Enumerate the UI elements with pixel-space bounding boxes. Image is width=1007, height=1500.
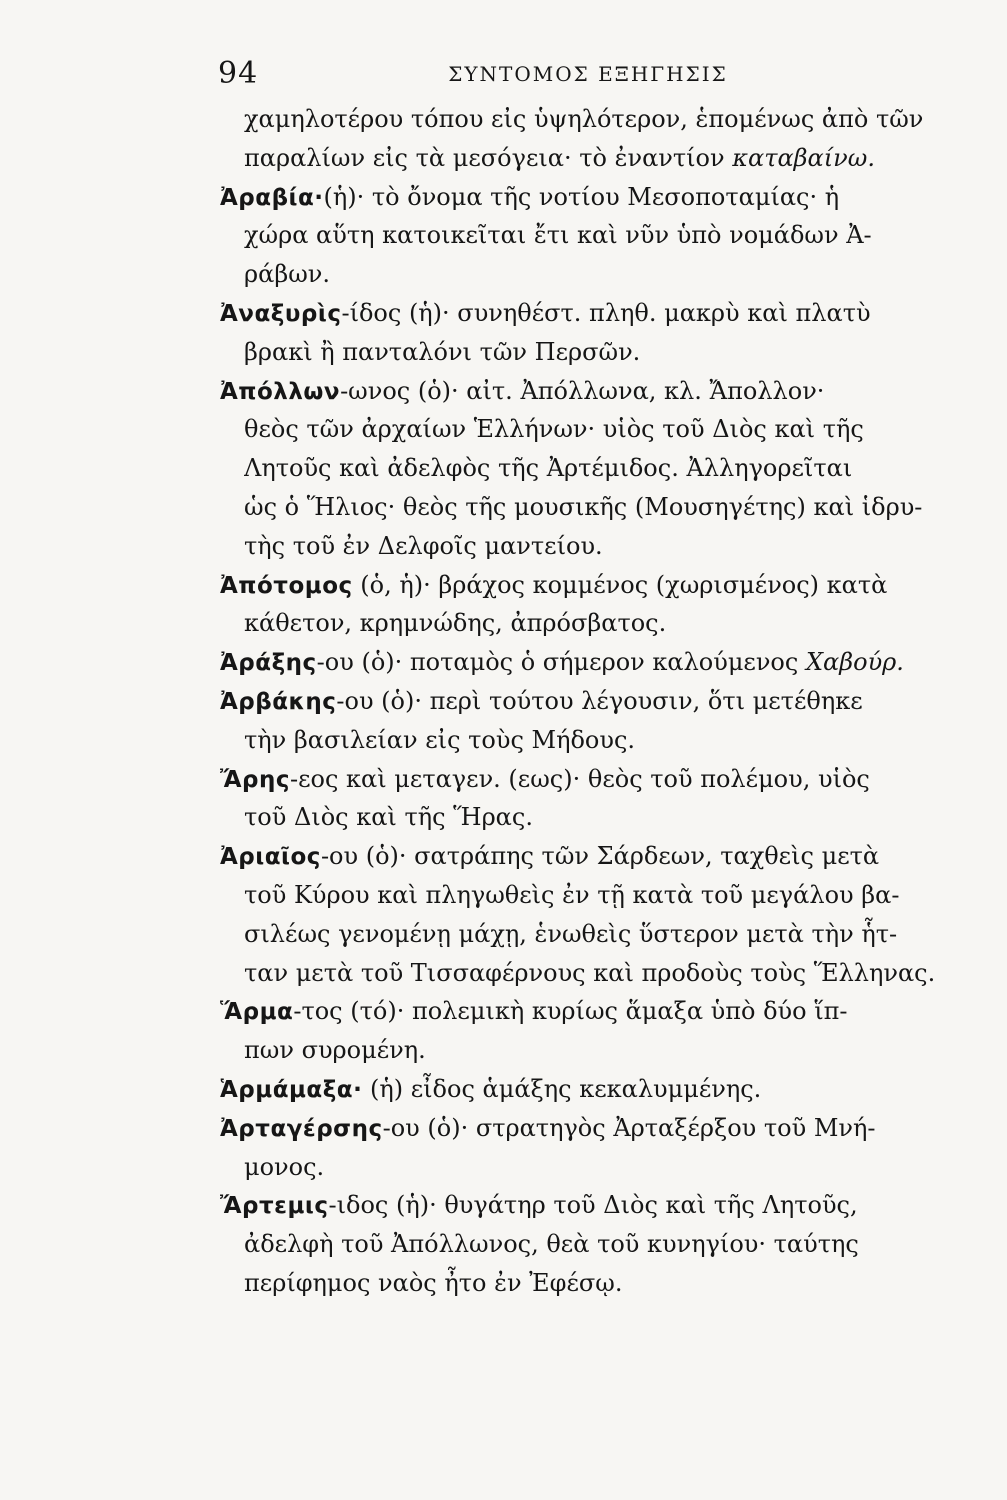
entry-first-line xyxy=(220,1109,960,1148)
entry-headword: Ἀραβία· xyxy=(220,184,324,211)
entry-italic-term: Χαβούρ. xyxy=(805,648,904,677)
entry-continuation-line: χώρα αὕτη κατοικεῖται ἔτι καὶ νῦν ὑπὸ νομάδων Ἀ- xyxy=(244,221,872,250)
page-header xyxy=(218,56,958,96)
glossary-text xyxy=(220,100,960,1303)
entry-continuation-line: ὡς ὁ Ἥλιος· θεὸς τῆς μουσικῆς (Μουσηγέτης) καὶ ἱδρυ- xyxy=(244,492,923,521)
entry-first-line xyxy=(220,1070,960,1109)
page-number: 94 xyxy=(218,56,259,91)
entry-headword: Ἀπότομος xyxy=(220,572,353,599)
entry-definition: -ου (ὁ)· ποταμὸς ὁ σήμερον καλούμενος xyxy=(316,648,799,677)
entry-first-line xyxy=(220,178,960,217)
entry-headword: Ἀρταγέρσης xyxy=(220,1115,383,1142)
entry-headword: Ἀράξης xyxy=(220,650,317,677)
entry-definition: -ου (ὁ)· περὶ τούτου λέγουσιν, ὅτι μετέθηκε xyxy=(336,686,863,715)
entry-definition: (ἡ)· τὸ ὄνομα τῆς νοτίου Μεσοποταμίας· ἡ xyxy=(323,182,840,211)
entry-headword: Ἄρης xyxy=(220,766,290,793)
entry-definition: -ωνος (ὁ)· αἰτ. Ἀπόλλωνα, κλ. Ἄπολλον· xyxy=(340,376,825,405)
entry-headword: Ἀπόλλων xyxy=(220,378,341,405)
entry-continuation-line: σιλέως γενομένῃ μάχῃ, ἑνωθεὶς ὕστερον μετὰ τὴν ἧτ- xyxy=(244,919,898,948)
entry-continuation-line: τὴν βασιλείαν εἰς τοὺς Μήδους. xyxy=(244,725,636,754)
entry-definition: -ιδος (ἡ)· θυγάτηρ τοῦ Διὸς καὶ τῆς Λητοῦς, xyxy=(328,1191,858,1220)
entry-headword: Ἅρμα xyxy=(220,999,294,1026)
running-title: ΣΥΝΤΟΜΟΣ ΕΞΗΓΗΣΙΣ xyxy=(448,62,728,86)
entry-definition: (ὁ, ἡ)· βράχος κομμένος (χωρισμένος) κατὰ xyxy=(352,570,888,599)
glossary-entries xyxy=(220,178,960,1303)
entry-first-line xyxy=(220,1186,960,1225)
entry-continuation-line: τὴς τοῦ ἐν Δελφοῖς μαντείου. xyxy=(244,531,603,560)
entry-continuation-line: πων συρομένη. xyxy=(244,1036,426,1065)
intro-italic-word: καταβαίνω. xyxy=(732,143,875,172)
entry-headword: Ἀριαῖος xyxy=(220,844,321,871)
entry-definition: -ου (ὁ)· στρατηγὸς Ἀρταξέρξου τοῦ Μνή- xyxy=(382,1113,876,1142)
entry-continuation-line: κάθετον, κρημνώδης, ἀπρόσβατος. xyxy=(244,609,667,638)
entry-first-line xyxy=(220,682,960,721)
intro-line: χαμηλοτέρου τόπου εἰς ὑψηλότερον, ἑπομένως ἀπὸ τῶν xyxy=(244,105,924,133)
entry-definition: -τος (τό)· πολεμικὴ κυρίως ἅμαξα ὑπὸ δύο ἵπ- xyxy=(293,997,848,1026)
entry-continuation-line: τοῦ Διὸς καὶ τῆς Ἥρας. xyxy=(244,803,533,832)
entry-first-line xyxy=(220,566,960,605)
entry-continuation-line: μονος. xyxy=(244,1152,325,1181)
entry-continuation-line: Λητοῦς καὶ ἀδελφὸς τῆς Ἀρτέμιδος. Ἀλληγορεῖται xyxy=(244,454,853,483)
entry-first-line xyxy=(220,760,960,799)
entry-continuation-line: ταν μετὰ τοῦ Τισσαφέρνους καὶ προδοὺς τοὺς Ἕλληνας. xyxy=(244,958,936,987)
entry-definition: -ίδος (ἡ)· συνηθέστ. πληθ. μακρὺ καὶ πλατὺ xyxy=(341,298,871,327)
entry-definition: -εος καὶ μεταγεν. (εως)· θεὸς τοῦ πολέμου, υἱὸς xyxy=(289,764,870,793)
entry-definition: -ου (ὁ)· σατράπης τῶν Σάρδεων, ταχθεὶς μετὰ xyxy=(320,842,880,871)
entry-continuation-line: ἀδελφὴ τοῦ Ἀπόλλωνος, θεὰ τοῦ κυνηγίου· ταύτης xyxy=(244,1230,859,1259)
entry-continuation-line: βρακὶ ἢ πανταλόνι τῶν Περσῶν. xyxy=(244,337,641,366)
entry-headword: Ἀναξυρὶς xyxy=(220,300,342,327)
entry-first-line xyxy=(220,643,960,682)
entry-continuation-line: περίφημος ναὸς ἦτο ἐν Ἐφέσῳ. xyxy=(244,1268,623,1297)
entry-first-line xyxy=(220,372,960,411)
entry-first-line xyxy=(220,837,960,876)
entry-first-line xyxy=(220,294,960,333)
intro-line: παραλίων εἰς τὰ μεσόγεια· τὸ ἐναντίον καταβαίνω. xyxy=(244,143,875,172)
entry-headword: Ἀρβάκης xyxy=(220,688,337,715)
entry-continuation-line: θεὸς τῶν ἀρχαίων Ἑλλήνων· υἱὸς τοῦ Διὸς καὶ τῆς xyxy=(244,415,864,444)
entry-definition: (ἡ) εἶδος ἁμάξης κεκαλυμμένης. xyxy=(362,1074,762,1103)
entry-headword: Ἁρμάμαξα· xyxy=(220,1076,363,1103)
entry-first-line xyxy=(220,992,960,1031)
entry-continuation-line: τοῦ Κύρου καὶ πληγωθεὶς ἐν τῇ κατὰ τοῦ μεγάλου βα- xyxy=(244,880,900,909)
entry-headword: Ἄρτεμις xyxy=(220,1193,329,1220)
entry-continuation-line: ράβων. xyxy=(244,260,330,289)
